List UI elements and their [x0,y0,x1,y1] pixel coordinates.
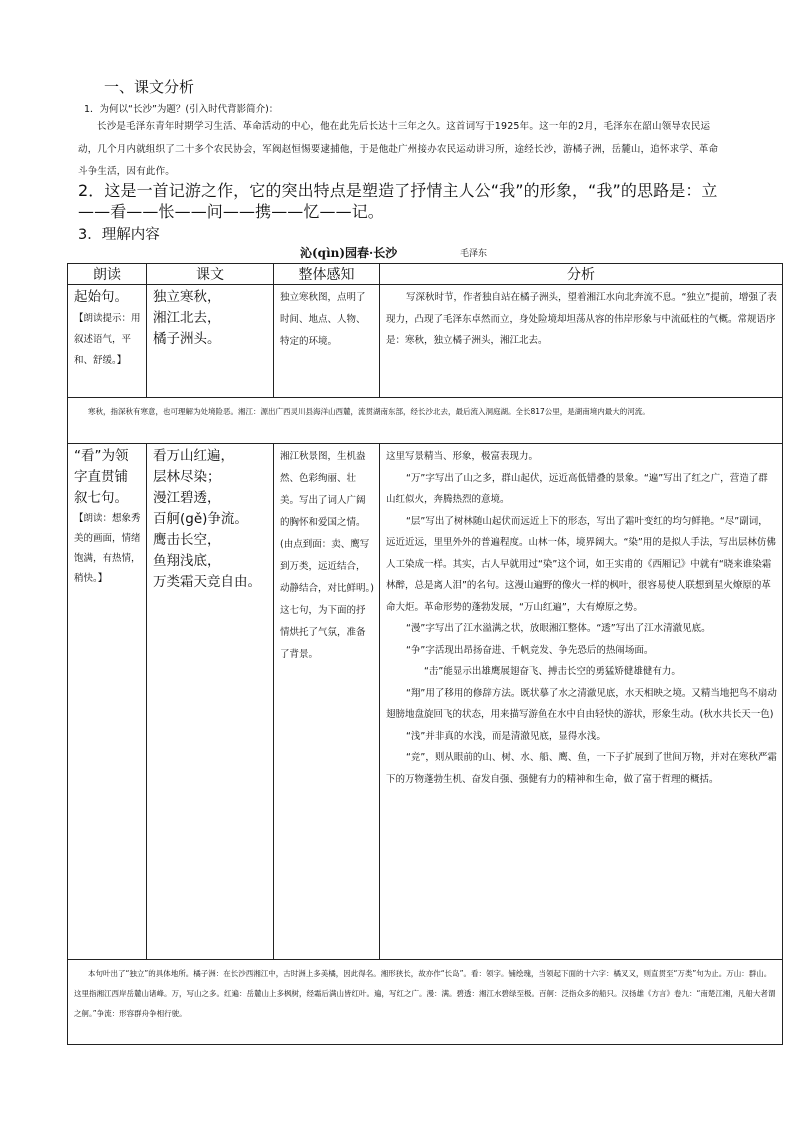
note-text: 本句叶出了“独立”的具体地所。橘子洲：在长沙西湘江中，古时洲上多美橘，因此得名。湘形狭长，故亦作“长岛”。看：领字。铺绘瑰，当领起下面的十六字：橘叉又，则直贯至“万类”句为止。万山：群山。这里指湘江西岸岳麓山诸峰。万，写山之多。红遍：岳麓山上多枫树，经霜后满山皆红叶。遍，写红之广。漫：满。碧透：湘江水碧绿至极。百舸：泛指众多的船只。汉扬雄《方言》卷九：“南楚江湘，凡船大者谓之舸。”争流：形容群舟争相行驶。 [74,969,776,1018]
reading-tip: 【朗读：想象秀美的画面，情绪饱满，有热情，稍快。】 [74,513,141,584]
analysis-text: “竞”，则从眼前的山、树、水、船、鹰、鱼，一下子扩展到了世间万物，并对在寒秋严霜下的万物蓬勃生机、奋发自强、强健有力的精神和生命，做了富于哲理的概括。 [386,752,777,785]
note-row [68,960,783,1045]
perception-cell [274,285,380,398]
poem-line: 万类霜天竞自由。 [153,574,261,590]
poem-line: 橘子洲头。 [153,331,221,347]
table-row [68,285,783,398]
analysis-text: “争”字活现出昂扬奋进、千帆竞发、争先恐后的热闹场面。 [406,644,654,656]
reading-label: 起始句。 [74,289,128,305]
poem-line: 漫江碧透， [153,490,221,506]
question-3: 3．理解内容 [78,227,160,243]
note-cell [68,960,783,1045]
perception-text: 独立寒秋图，点明了时间、地点、人物、特定的环境。 [280,292,366,347]
analysis-text: “浅”并非真的水浅，而是清澈见底，显得水浅。 [406,730,606,742]
section-heading: 一、课文分析 [104,78,195,96]
note-text: 寒秋，指深秋有寒意，也可理解为处境险恶。湘江：源出广西灵川县海洋山西麓，流贯湖南东部，经长沙北去，最后流入洞庭湖。全长817公里，是湖南境内最大的河流。 [88,407,650,416]
poem-title: 沁(qìn)园春·长沙 [300,246,398,260]
reading-cell [68,444,147,960]
poem-line: 湘江北去， [153,310,221,326]
reading-tip: 【朗读提示：用叙述语气，平和、舒缓。】 [74,313,141,366]
poem-author: 毛泽东 [460,249,488,259]
poem-line: 看万山红遍， [153,448,234,464]
perception-text-2: 这七句，为下面的抒情烘托了气氛，准备了背景。 [280,605,366,660]
text-cell [147,285,274,398]
analysis-text: “击”能显示出雄鹰展翅奋飞、搏击长空的勇猛矫健雄健有力。 [424,666,681,677]
analysis-text: “万”字写出了山之多，群山起伏，远近高低错叠的景象。“遍”写出了红之广，营造了群山红似火，奔腾热烈的意境。 [386,472,768,505]
reading-cell [68,285,147,398]
table-header-row [68,264,783,285]
poem-line: 百舸(gě)争流。 [153,511,248,527]
analysis-table [67,263,783,1045]
analysis-cell [380,444,783,960]
analysis-text: “层”写出了树林随山起伏而远近上下的形态，写出了霜叶变红的均匀鲜艳。“尽”副词，远近近远，里里外外的普遍程度。山林一体，境界阔大。“染”用的是拟人手法，写出层林仿佛人工染成一样。其实，古人早就用过“染”这个词，如王实甫的《西厢记》中就有“晓来谁染霜林醉，总是离人泪”的名句。这漫山遍野的像火一样的枫叶，很容易使人联想到星火燎原的革命大炬。革命形势的蓬勃发展，“万山红遍”，大有燎原之势。 [386,515,776,613]
note-row [68,398,783,444]
header-reading: 朗读 [68,264,147,285]
analysis-cell [380,285,783,398]
poem-line: 独立寒秋， [153,289,221,305]
reading-label: “看”为领字直贯铺叙七句。 [74,448,129,506]
poem-line: 鱼翔浅底， [153,553,221,569]
question-2: 2．这是一首记游之作，它的突出特点是塑造了抒情主人公“我”的形象，“我”的思路是：立——看——怅——问——携——忆——记。 [78,181,718,221]
header-text: 课文 [147,264,274,285]
header-analysis: 分析 [380,264,783,285]
perception-cell [274,444,380,960]
text-cell [147,444,274,960]
note-cell [68,398,783,444]
header-perception: 整体感知 [274,264,380,285]
analysis-text: 这里写景精当、形象，极富表现力。 [386,451,539,462]
analysis-text: “翔”用了移用的修辞方法。既状摹了水之清澈见底，水天相映之境。又精当地把鸟不扇动翅膀地盘旋回飞的状态，用来描写游鱼在水中自由轻快的游状，形象生动。(秋水共长天一色) [386,687,777,720]
table-row [68,444,783,960]
perception-text: 湘江秋景图，生机盎然、色彩绚丽、壮美。写出了词人广阔的胸怀和爱国之情。(由点到面：卖、鹰写到万类，远近结合，动静结合，对比鲜明。) [280,451,374,594]
analysis-text: “漫”字写出了江水溢满之状，放眼湘江整体。“透”写出了江水清澈见底。 [406,623,711,634]
poem-line: 层林尽染； [153,469,221,485]
analysis-text: 写深秋时节，作者独自站在橘子洲头，望着湘江水向北奔流不息。“独立”提前，增强了表现力，凸现了毛泽东卓然而立，身处险境却坦荡从容的伟岸形象与中流砥柱的气概。常规语序是：寒秋，独立橘子洲头，湘江北去。 [386,292,777,346]
background-paragraph: 长沙是毛泽东青年时期学习生活、革命活动的中心，他在此先后长达十三年之久。这首词写于1925年。这一年的2月，毛泽东在韶山领导农民运动，几个月内就组织了二十多个农民协会，军阀赵恒惕要逮捕他，于是他赴广州接办农民运动讲习所，途经长沙，游橘子洲，岳麓山，追怀求学、革命斗争生活，因有此作。 [78,121,719,177]
poem-line: 鹰击长空， [153,532,221,548]
question-1: 1．为何以“长沙”为题？(引入时代背影简介)： [84,104,279,115]
